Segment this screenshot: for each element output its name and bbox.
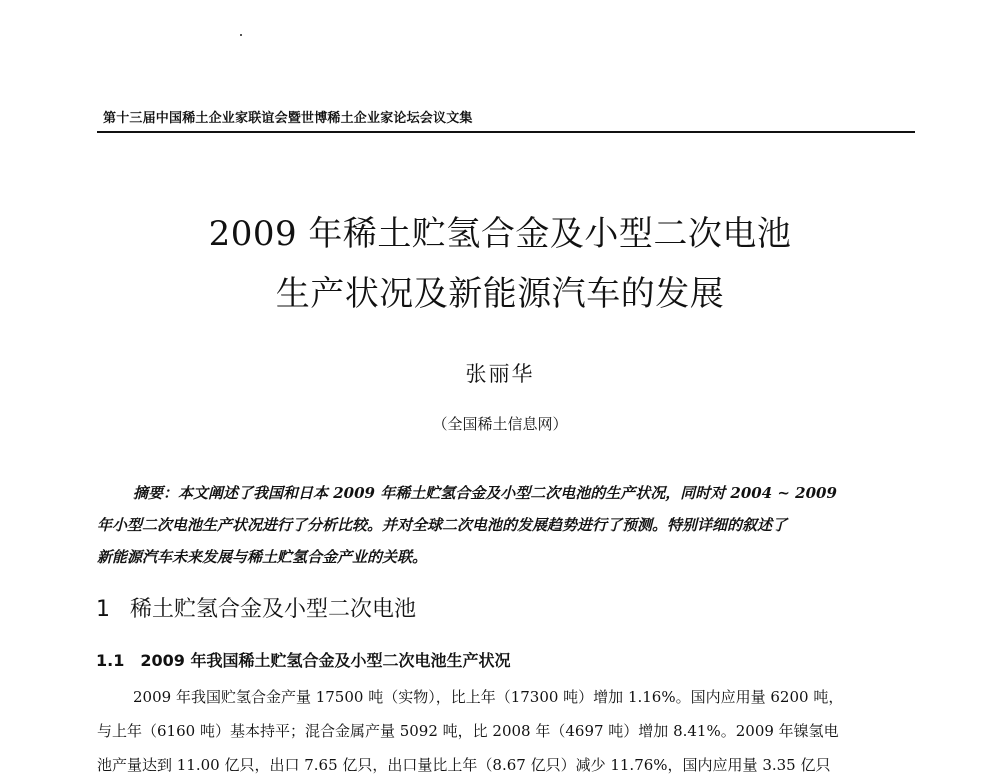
running-header: 第十三届中国稀土企业家联谊会暨世博稀土企业家论坛会议文集 [103,111,473,126]
author-name: 张丽华 [465,362,535,386]
section-number: 1 [96,597,110,622]
abstract-line: 年小型二次电池生产状况进行了分析比较。并对全球二次电池的发展趋势进行了预测。特别详细的叙述了 [97,516,788,534]
section-heading-1 [96,592,416,623]
header-rule [97,131,915,133]
subsection-heading-1-1 [96,648,510,671]
author-affiliation: （全国稀土信息网） [432,415,568,433]
abstract-line: 摘要：本文阐述了我国和日本 2009 年稀土贮氢合金及小型二次电池的生产状况，同时对 2004 ~ 2009 [133,484,837,502]
body-line: 与上年（6160 吨）基本持平；混合金属产量 5092 吨，比 2008 年（4697 吨）增加 8.41%。2009 年镍氢电 [97,722,839,740]
subsection-title: 2009 年我国稀土贮氢合金及小型二次电池生产状况 [140,651,511,670]
body-line: 2009 年我国贮氢合金产量 17500 吨（实物），比上年（17300 吨）增加 1.16%。国内应用量 6200 吨， [133,688,844,706]
scan-speck [240,34,242,36]
paper-title-line-1: 2009 年稀土贮氢合金及小型二次电池 [208,214,792,254]
subsection-number: 1.1 [96,651,125,670]
section-title: 稀土贮氢合金及小型二次电池 [130,597,417,622]
abstract [97,477,915,573]
abstract-line: 新能源汽车未来发展与稀土贮氢合金产业的关联。 [97,548,428,566]
body-line: 池产量达到 11.00 亿只，出口 7.65 亿只，出口量比上年（8.67 亿只）减少 11.76%，国内应用量 3.35 亿只 [97,756,831,774]
paper-title-line-2: 生产状况及新能源汽车的发展 [275,274,725,314]
body-paragraph [97,680,915,782]
